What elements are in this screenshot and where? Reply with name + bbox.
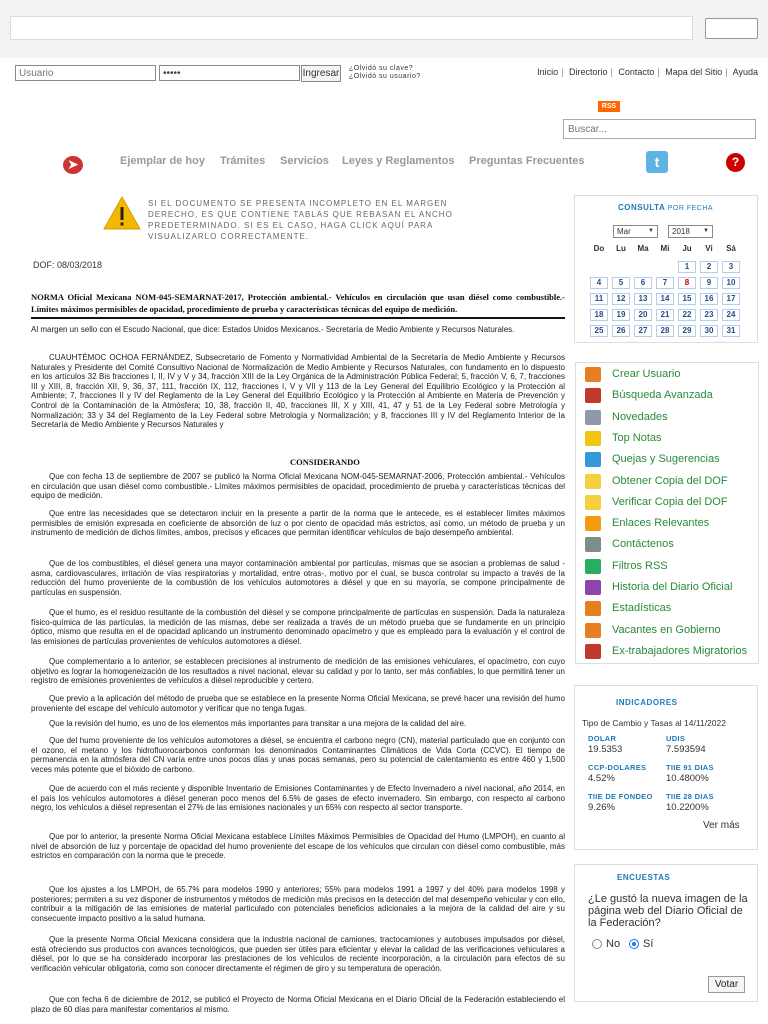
top-links: Inicio | Directorio | Contacto | Mapa del Sitio | Ayuda (537, 67, 758, 77)
poll-title: ENCUESTAS (617, 873, 671, 882)
paragraph: Que previo a la aplicación del método de prueba que se establece en la presente Norma Oficial Mexicana, se prevé hacer una revisión del humo proveniente del escape del vehículo automotor y verificar que no tenga fugas. (31, 694, 565, 713)
calendar-day[interactable]: 26 (612, 325, 630, 337)
calendar-weekday: Lu (616, 244, 626, 253)
service-link-label: Contáctenos (612, 538, 674, 551)
service-link[interactable] (585, 429, 755, 449)
mailbox-icon (585, 452, 601, 467)
indicators-more-link[interactable]: Ver más (703, 820, 740, 831)
nav-leyes-reglamentos[interactable]: Leyes y Reglamentos (342, 155, 455, 167)
username-input[interactable] (15, 65, 156, 81)
contact-card-icon (585, 537, 601, 552)
calendar-day[interactable]: 21 (656, 309, 674, 321)
poll-option-yes-radio[interactable] (629, 939, 639, 949)
service-link-label: Novedades (612, 410, 668, 423)
back-arrow-icon[interactable]: ➤ (63, 156, 83, 174)
service-link-label: Top Notas (612, 431, 662, 444)
calendar-day[interactable]: 16 (700, 293, 718, 305)
calendar-day[interactable]: 19 (612, 309, 630, 321)
service-link[interactable] (585, 493, 755, 513)
banner-button[interactable] (705, 18, 758, 39)
calendar-day[interactable]: 8 (678, 277, 696, 289)
bar-chart-icon (585, 601, 601, 616)
service-link-label: Verificar Copia del DOF (612, 495, 728, 508)
forgot-username-link[interactable]: ¿Olvidó su usuario? (349, 73, 421, 80)
calendar-day[interactable]: 15 (678, 293, 696, 305)
poll-question: ¿Le gustó la nueva imagen de la página web del Diario Oficial de la Federación? (588, 893, 748, 929)
password-input[interactable] (159, 65, 300, 81)
calendar-day[interactable]: 12 (612, 293, 630, 305)
calendar-day[interactable]: 23 (700, 309, 718, 321)
indicator-value: 9.26% (588, 802, 615, 813)
service-link[interactable] (585, 386, 755, 406)
service-link-label: Filtros RSS (612, 559, 668, 572)
twitter-icon[interactable]: t (646, 151, 668, 173)
document-title: NORMA Oficial Mexicana NOM-045-SEMARNAT-2017, Protección ambiental.- Vehículos en circulación que usan diésel como combustible.- Límites máximos permisibles de opacidad, procedimiento de prueba y características técnicas del equipo de medición. (31, 291, 565, 319)
paragraph: Que de acuerdo con el más reciente y disponible Inventario de Emisiones Contaminantes y de Efecto Invernadero a nivel nacional, año 2014, en el país los vehículos automotores a diésel generan poco menos del 6.5% de gases de efecto invernadero. Sin embargo, con respecto al carbono negro, los vehículos a diésel representan el 27% de las emisiones nacionales y un 65% con respecto al sector transporte. (31, 784, 565, 813)
calendar-weekday: Sá (726, 244, 736, 253)
paragraph: Que los ajustes a los LMPOH, de 65.7% para modelos 1990 y anteriores; 55% para modelos 1991 a 1997 y del 40% para modelos 1998 y posteriores; permiten a su vez disponer de instrumentos y métodos de medición más precisos en la detección del mal desempeño vehicular y con ello, contribuir a la mitigación de las emisiones de material particulado con potenciales beneficios adicionales a la mejora de la calidad del aire y su consecuente impacto positivo a la salud humana. (31, 885, 565, 923)
vote-button[interactable]: Votar (708, 976, 745, 993)
indicator-label: TIIE DE FONDEO (588, 792, 653, 801)
poll-option-no-label: No (606, 938, 621, 950)
etm-icon (585, 644, 601, 659)
calendar-day[interactable]: 4 (590, 277, 608, 289)
calendar-weekday: Ju (682, 244, 692, 253)
paragraph: Al margen un sello con el Escudo Nacional, que dice: Estados Unidos Mexicanos.- Secretaría de Medio Ambiente y Recursos Naturales. (31, 325, 515, 334)
briefcase-icon (585, 623, 601, 638)
calendar-day[interactable]: 30 (700, 325, 718, 337)
calendar-day[interactable]: 25 (590, 325, 608, 337)
warning-icon (103, 196, 141, 230)
link-directorio[interactable]: Directorio (568, 67, 608, 77)
link-mapa-sitio[interactable]: Mapa del Sitio (665, 67, 723, 77)
nav-ejemplar-hoy[interactable]: Ejemplar de hoy (120, 155, 205, 167)
indicators-subtitle: Tipo de Cambio y Tasas al 14/11/2022 (582, 718, 726, 728)
calendar-day[interactable]: 31 (722, 325, 740, 337)
service-link[interactable] (585, 408, 755, 428)
document-icon (585, 474, 601, 489)
star-icon (585, 431, 601, 446)
service-link-label: Crear Usuario (612, 368, 681, 380)
calendar-day[interactable]: 17 (722, 293, 740, 305)
rss-badge[interactable]: RSS (598, 101, 620, 112)
service-link[interactable] (585, 472, 755, 492)
indicator-value: 7.593594 (666, 744, 706, 755)
paragraph: Que el humo, es el residuo resultante de la combustión del diésel y se compone principalmente de partículas en suspensión. Dada la naturaleza físico-química de las partículas, la medición de las mismas, debe ser realizada a través de un método prueba que se fundamente en un principio óptico, mismo que resulta en el de opacidad aplicando un instrumento denominado opacímetro y que es empleado para la evaluación y el control de las emisiones de partículas provenientes de vehículos automotores a diésel. (31, 608, 565, 646)
login-button[interactable]: Ingresar (301, 65, 341, 82)
service-link-label: Obtener Copia del DOF (612, 474, 728, 487)
forgot-password-link[interactable]: ¿Olvidó su clave? (349, 65, 414, 72)
indicators-title: INDICADORES (616, 698, 678, 707)
book-icon (585, 580, 601, 595)
calendar-day[interactable]: 24 (722, 309, 740, 321)
star-icon (585, 516, 601, 531)
indicator-label: UDIS (666, 734, 686, 743)
service-link[interactable] (585, 578, 755, 598)
calendar-weekday: Vi (705, 244, 713, 253)
search-input[interactable] (563, 119, 756, 139)
calendar-day[interactable]: 9 (700, 277, 718, 289)
calendar-day[interactable]: 10 (722, 277, 740, 289)
calendar-day[interactable]: 1 (678, 261, 696, 273)
calendar-day[interactable]: 14 (656, 293, 674, 305)
service-link[interactable] (585, 599, 755, 619)
poll-option-no-radio[interactable] (592, 939, 602, 949)
service-link-label: Estadísticas (612, 602, 672, 615)
verify-document-icon (585, 495, 601, 510)
calendar-day[interactable]: 29 (678, 325, 696, 337)
calendar-day[interactable]: 18 (590, 309, 608, 321)
news-icon (585, 410, 601, 425)
indicator-label: DOLAR (588, 734, 617, 743)
calendar-day[interactable]: 7 (656, 277, 674, 289)
calendar-day[interactable]: 20 (634, 309, 652, 321)
help-icon[interactable]: ? (726, 153, 745, 172)
indicator-value: 10.4800% (666, 773, 709, 784)
search-icon (585, 388, 601, 403)
calendar-weekday: Mi (660, 244, 670, 253)
nav-preguntas-frecuentes[interactable]: Preguntas Frecuentes (469, 155, 585, 167)
incomplete-document-warning[interactable]: SI EL DOCUMENTO SE PRESENTA INCOMPLETO EN EL MARGEN DERECHO, ES QUE CONTIENE TABLAS QUE REBASAN EL ANCHO PREDETERMINADO. SI ES EL CASO, HAGA CLICK AQUÍ PARA VISUALIZARLO CORRECTAMENTE. (148, 199, 453, 241)
calendar-day[interactable]: 28 (656, 325, 674, 337)
calendar-day[interactable]: 27 (634, 325, 652, 337)
service-link[interactable] (585, 365, 755, 385)
calendar-day[interactable]: 11 (590, 293, 608, 305)
paragraph: CUAUHTÉMOC OCHOA FERNÁNDEZ, Subsecretario de Fomento y Normatividad Ambiental de la Secretaría de Medio Ambiente y Recursos Naturales y Presidente del Comité Consultivo Nacional de Normalización de Medio Ambiente y Recursos Naturales, con fundamento en lo dispuesto en los artículos 32 Bis fracciones I, II, IV y V y 34, fracción XIII de la Ley Orgánica de la Administración Pública Federal; 5, fracción V, 6, 7, fracciones III y XIII, 8, fracción XII, 9, 36, 37, 111, fracción IX, 112, fracciones I, V y VII y 113 de la Ley General del Equilibrio Ecológico y la Protección al Ambiente; 7, fracciones II y IV del Reglamento de la Ley General del Equilibrio Ecológico y la Protección al Ambiente en Materia de Prevención y Control de la Contaminación de la Atmósfera; 10, 38, fracción II, 40, fracciones III, X y XIII, 41, 47 y 51 de la Ley Federal sobre Metrología y Normalización; 33 y 34 del Reglamento de la Ley Federal sobre Metrología y Normalización; y 8, fracciones III y IV del Reglamento Interior de la Secretaría de Medio Ambiente y Recursos Naturales y (31, 353, 565, 430)
paragraph: Que la revisión del humo, es uno de los elementos más importantes para transitar a una mejora de la calidad del aire. (49, 719, 467, 728)
service-link-label: Vacantes en Gobierno (612, 623, 721, 636)
link-inicio[interactable]: Inicio (537, 67, 559, 77)
service-link-label: Búsqueda Avanzada (612, 389, 713, 402)
rss-icon (585, 559, 601, 574)
service-link-label: Enlaces Relevantes (612, 517, 710, 530)
calendar-day[interactable]: 5 (612, 277, 630, 289)
link-ayuda[interactable]: Ayuda (732, 67, 758, 77)
paragraph: Que del humo proveniente de los vehículos automotores a diésel, se encuentra el carbono negro (CN), material particulado que en conjunto con el ozono, el metano y los hidrofluorocarbonos conforman los denominados Contaminantes Climáticos de Vida Corta (CCVC). El tiempo de permanencia en la atmósfera del CN varía entre unos pocos días y unas pocas semanas, pero su potencial de calentamiento es entre 460 y 1,500 veces más potente que el bióxido de carbono. (31, 736, 565, 774)
year-select[interactable]: 2018 ▼ (668, 225, 713, 238)
indicator-value: 19.5353 (588, 744, 623, 755)
calendar-day[interactable]: 6 (634, 277, 652, 289)
calendar-weekday: Ma (637, 244, 649, 253)
calendar-day[interactable]: 3 (722, 261, 740, 273)
dof-date: DOF: 08/03/2018 (33, 260, 103, 270)
calendar-day[interactable]: 22 (678, 309, 696, 321)
calendar-weekday: Do (593, 244, 605, 253)
service-link[interactable] (585, 450, 755, 470)
service-link[interactable] (585, 642, 755, 662)
section-heading: CONSIDERANDO (290, 457, 360, 467)
service-link[interactable] (585, 514, 755, 534)
service-link-label: Quejas y Sugerencias (612, 453, 720, 466)
nav-servicios[interactable]: Servicios (280, 155, 329, 167)
month-select[interactable]: Mar ▼ (613, 225, 658, 238)
indicator-value: 4.52% (588, 773, 615, 784)
service-link-label: Historia del Diario Oficial (612, 581, 733, 593)
link-contacto[interactable]: Contacto (618, 67, 655, 77)
paragraph: Que con fecha 13 de septiembre de 2007 se publicó la Norma Oficial Mexicana NOM-045-SEMARNAT-2006, Protección ambiental.- Vehículos en circulación que usan diésel como combustible.- Límites máximos permisibles de opacidad, procedimiento de prueba y características técnicas del equipo de medición. (31, 472, 565, 501)
paragraph: Que complementario a lo anterior, se establecen precisiones al instrumento de medición de las emisiones vehiculares, el opacímetro, con cuyo objetivo es lograr la homogeneización de los resultados a nivel nacional, elevar su calidad y por lo tanto, ser más confiables, lo que permitirá tener un registro de emisiones provenientes de vehículos a diésel reproducible y certero. (31, 657, 565, 686)
calendar-day[interactable]: 2 (700, 261, 718, 273)
paragraph: Que por lo anterior, la presente Norma Oficial Mexicana establece Límites Máximos Permisibles de Opacidad del Humo (LMPOH), en cuanto al nivel de absorción de luz y porcentaje de opacidad del humo proveniente del escape de los vehículos que circulan con diésel como combustible, más estrictos en comparación con la norma que le precede. (31, 832, 565, 861)
calendar-day[interactable]: 13 (634, 293, 652, 305)
paragraph: Que la presente Norma Oficial Mexicana considera que la industria nacional de camiones, tractocamiones y autobuses impulsados por diésel, está ofreciendo sus productos con avances tecnológicos, que pueden ser útiles para eficientar y elevar la calidad de las verificaciones vehiculares a diésel, por lo que se ha considerado incorporar las prestaciones de los vehículos de reciente incorporación, a la circulación para efectos de su verificación vehicular obligatoria, como son conocer directamente el régimen de giro y su temperatura de operación. (31, 935, 565, 973)
service-link[interactable] (585, 621, 755, 641)
service-link-label: Ex-trabajadores Migratorios (612, 644, 748, 657)
indicator-label: TIIE 91 DIAS (666, 763, 714, 772)
paragraph: Que entre las necesidades que se detectaron incluir en la presente a partir de la norma que le antecede, es el establecer límites máximos permisibles de emisión expresada en coeficiente de absorción de luz o por ciento de opacidad más estrictos, así como, un método de prueba y un instrumento de medición de dichos límites, ambos, precisos y eficaces que permitan identificar vehículos de bajo desempeño ambiental. (31, 509, 565, 538)
nav-tramites[interactable]: Trámites (220, 155, 266, 167)
indicator-value: 10.2200% (666, 802, 709, 813)
paragraph: Que con fecha 6 de diciembre de 2012, se publicó el Proyecto de Norma Oficial Mexicana en el Diario Oficial de la Federación estableciendo el plazo de 60 días para manifestar comentarios al mismo. (31, 995, 565, 1014)
user-icon (585, 367, 601, 382)
indicator-label: CCP-DOLARES (588, 763, 647, 772)
paragraph: Que de los combustibles, el diésel genera una mayor contaminación ambiental por partículas, mismas que se asocian a problemas de salud -asma, cardiovasculares, irritación de vías respiratorias y mortalidad, entre otras-, motivo por el cual, se busca controlar su impacto a través de la reducción del humo proveniente de la combustión de los vehículos automotores a diésel y que en su mayoría, se compone principalmente de partículas en suspensión. (31, 559, 565, 597)
service-link[interactable] (585, 535, 755, 555)
indicator-label: TIIE 28 DIAS (666, 792, 714, 801)
poll-option-yes-label: Sí (643, 938, 654, 950)
banner-bar (10, 16, 693, 40)
calendar-title: CONSULTA POR FECHA (618, 203, 714, 212)
service-link[interactable] (585, 557, 755, 577)
